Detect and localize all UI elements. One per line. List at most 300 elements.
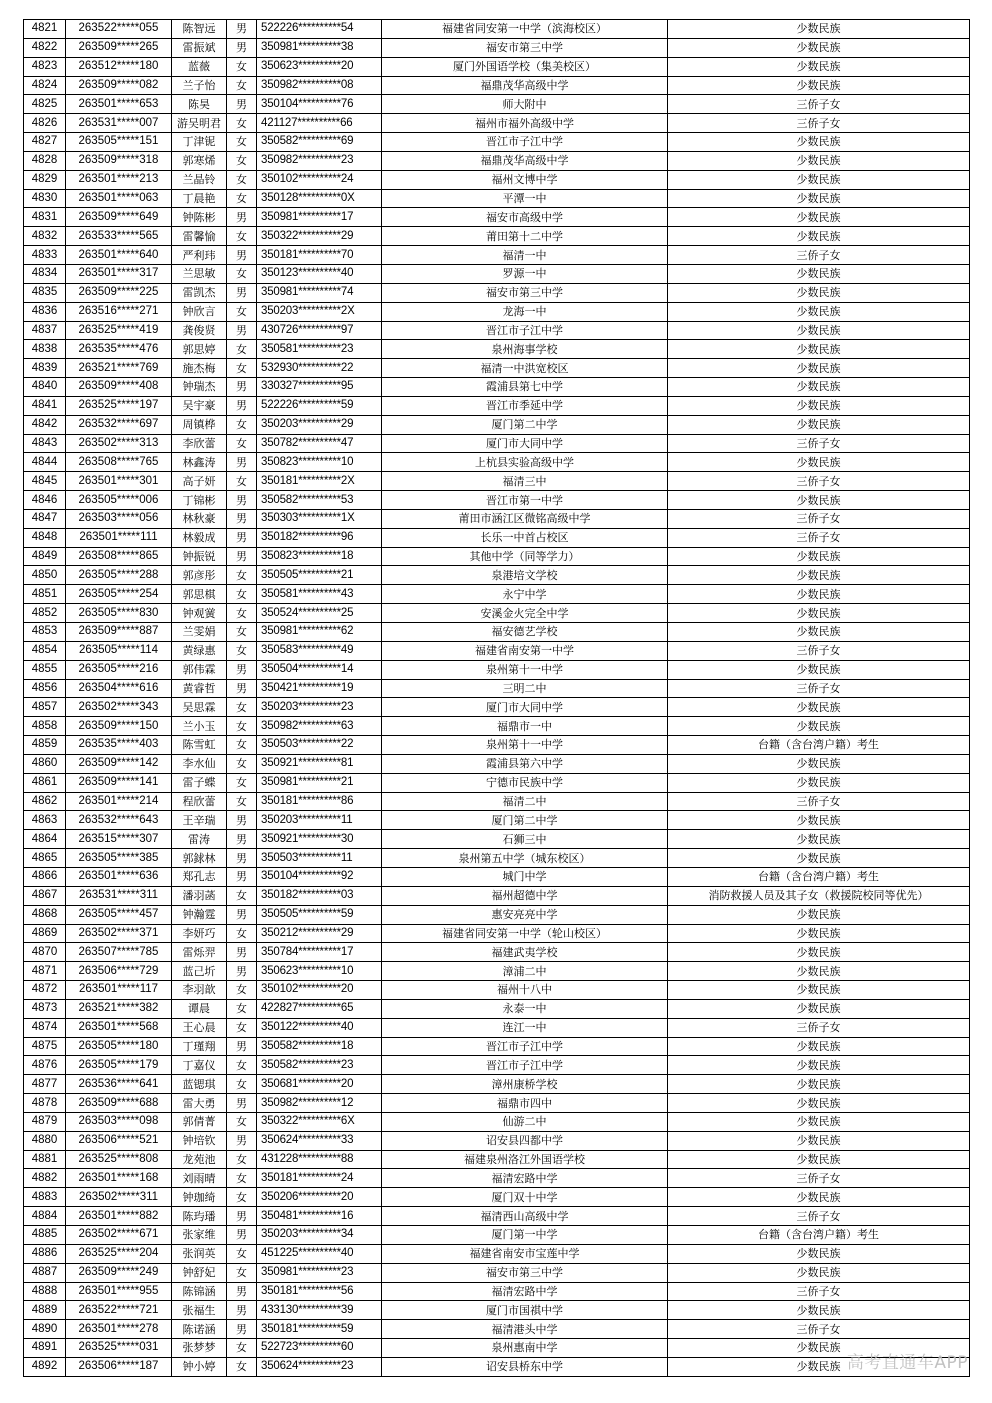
exam-number-cell: 263525*****419 (66, 321, 172, 340)
exam-number-cell: 263506*****187 (66, 1357, 172, 1376)
school-cell: 霞浦县第六中学 (382, 754, 668, 773)
school-cell: 晋江市子江中学 (382, 321, 668, 340)
id-number-cell: 350181**********70 (257, 246, 382, 265)
category-cell: 少数民族 (668, 604, 970, 623)
school-cell: 上杭县实验高级中学 (382, 453, 668, 472)
id-number-cell: 532930**********22 (257, 359, 382, 378)
name-cell: 谭晨 (172, 999, 227, 1018)
school-cell: 永宁中学 (382, 585, 668, 604)
id-number-cell: 350624**********33 (257, 1131, 382, 1150)
serial-number-cell: 4886 (24, 1244, 66, 1263)
id-number-cell: 350981**********62 (257, 623, 382, 642)
exam-number-cell: 263501*****168 (66, 1169, 172, 1188)
table-row (24, 509, 970, 528)
table-row (24, 396, 970, 415)
exam-number-cell: 263525*****197 (66, 396, 172, 415)
serial-number-cell: 4859 (24, 736, 66, 755)
table-row (24, 1263, 970, 1282)
exam-number-cell: 263505*****180 (66, 1037, 172, 1056)
table-row (24, 1169, 970, 1188)
exam-number-cell: 263532*****643 (66, 811, 172, 830)
school-cell: 晋江市子江中学 (382, 1037, 668, 1056)
gender-cell: 男 (227, 849, 257, 868)
name-cell: 郭思婷 (172, 340, 227, 359)
gender-cell: 男 (227, 509, 257, 528)
category-cell: 少数民族 (668, 849, 970, 868)
id-number-cell: 350823**********10 (257, 453, 382, 472)
name-cell: 陈雪虹 (172, 736, 227, 755)
gender-cell: 女 (227, 1112, 257, 1131)
gender-cell: 男 (227, 20, 257, 39)
gender-cell: 男 (227, 1131, 257, 1150)
serial-number-cell: 4866 (24, 867, 66, 886)
id-number-cell: 350784**********17 (257, 943, 382, 962)
exam-number-cell: 263509*****688 (66, 1094, 172, 1113)
school-cell: 福建省同安第一中学（轮山校区） (382, 924, 668, 943)
id-number-cell: 350582**********18 (257, 1037, 382, 1056)
id-number-cell: 350981**********74 (257, 283, 382, 302)
name-cell: 钟珈绮 (172, 1188, 227, 1207)
school-cell: 厦门市国祺中学 (382, 1301, 668, 1320)
table-row (24, 1339, 970, 1358)
id-number-cell: 350203**********11 (257, 811, 382, 830)
id-number-cell: 522226**********59 (257, 396, 382, 415)
table-row (24, 1075, 970, 1094)
serial-number-cell: 4852 (24, 604, 66, 623)
name-cell: 龚俊贤 (172, 321, 227, 340)
category-cell: 少数民族 (668, 698, 970, 717)
category-cell: 少数民族 (668, 189, 970, 208)
table-row (24, 754, 970, 773)
serial-number-cell: 4876 (24, 1056, 66, 1075)
name-cell: 雷烁羿 (172, 943, 227, 962)
table-row (24, 905, 970, 924)
serial-number-cell: 4824 (24, 76, 66, 95)
gender-cell: 女 (227, 415, 257, 434)
name-cell: 雷大勇 (172, 1094, 227, 1113)
id-number-cell: 330327**********95 (257, 378, 382, 397)
school-cell: 厦门市大同中学 (382, 434, 668, 453)
serial-number-cell: 4851 (24, 585, 66, 604)
exam-number-cell: 263521*****382 (66, 999, 172, 1018)
table-row (24, 264, 970, 283)
table-row (24, 321, 970, 340)
gender-cell: 女 (227, 1056, 257, 1075)
school-cell: 漳州康桥学校 (382, 1075, 668, 1094)
school-cell: 长乐一中首占校区 (382, 528, 668, 547)
id-number-cell: 350503**********11 (257, 849, 382, 868)
gender-cell: 男 (227, 1094, 257, 1113)
gender-cell: 女 (227, 1169, 257, 1188)
table-row (24, 1018, 970, 1037)
category-cell: 少数民族 (668, 660, 970, 679)
category-cell: 三侨子女 (668, 1169, 970, 1188)
category-cell: 三侨子女 (668, 472, 970, 491)
gender-cell: 女 (227, 924, 257, 943)
name-cell: 林秋豪 (172, 509, 227, 528)
id-number-cell: 350623**********20 (257, 57, 382, 76)
exam-number-cell: 263501*****214 (66, 792, 172, 811)
gender-cell: 女 (227, 641, 257, 660)
table-row (24, 830, 970, 849)
table-row (24, 20, 970, 39)
table-row (24, 943, 970, 962)
gender-cell: 女 (227, 1075, 257, 1094)
serial-number-cell: 4847 (24, 509, 66, 528)
name-cell: 刘雨晴 (172, 1169, 227, 1188)
serial-number-cell: 4844 (24, 453, 66, 472)
category-cell: 少数民族 (668, 453, 970, 472)
school-cell: 晋江市子江中学 (382, 1056, 668, 1075)
serial-number-cell: 4871 (24, 962, 66, 981)
exam-number-cell: 263505*****288 (66, 566, 172, 585)
serial-number-cell: 4883 (24, 1188, 66, 1207)
id-number-cell: 350181**********86 (257, 792, 382, 811)
exam-number-cell: 263516*****271 (66, 302, 172, 321)
table-row (24, 1188, 970, 1207)
gender-cell: 男 (227, 1037, 257, 1056)
gender-cell: 男 (227, 867, 257, 886)
table-row (24, 962, 970, 981)
gender-cell: 女 (227, 434, 257, 453)
name-cell: 郭彦彤 (172, 566, 227, 585)
name-cell: 严利玮 (172, 246, 227, 265)
gender-cell: 女 (227, 472, 257, 491)
serial-number-cell: 4857 (24, 698, 66, 717)
school-cell: 石狮三中 (382, 830, 668, 849)
exam-number-cell: 263509*****225 (66, 283, 172, 302)
id-number-cell: 350203**********29 (257, 415, 382, 434)
exam-number-cell: 263522*****055 (66, 20, 172, 39)
name-cell: 郭寒烯 (172, 151, 227, 170)
exam-number-cell: 263533*****565 (66, 227, 172, 246)
id-number-cell: 350981**********21 (257, 773, 382, 792)
id-number-cell: 350203**********23 (257, 698, 382, 717)
serial-number-cell: 4892 (24, 1357, 66, 1376)
table-row (24, 133, 970, 152)
exam-number-cell: 263509*****249 (66, 1263, 172, 1282)
id-number-cell: 350623**********10 (257, 962, 382, 981)
name-cell: 陈智远 (172, 20, 227, 39)
id-number-cell: 350982**********08 (257, 76, 382, 95)
exam-number-cell: 263509*****649 (66, 208, 172, 227)
name-cell: 高子妍 (172, 472, 227, 491)
name-cell: 郭銶林 (172, 849, 227, 868)
category-cell: 三侨子女 (668, 679, 970, 698)
table-row (24, 867, 970, 886)
id-number-cell: 350505**********21 (257, 566, 382, 585)
serial-number-cell: 4888 (24, 1282, 66, 1301)
table-row (24, 999, 970, 1018)
table-row (24, 547, 970, 566)
school-cell: 福安市高级中学 (382, 208, 668, 227)
serial-number-cell: 4831 (24, 208, 66, 227)
category-cell: 台籍（含台湾户籍）考生 (668, 736, 970, 755)
id-number-cell: 451225**********40 (257, 1244, 382, 1263)
category-cell: 三侨子女 (668, 792, 970, 811)
category-cell: 少数民族 (668, 1075, 970, 1094)
table-row (24, 1037, 970, 1056)
category-cell: 少数民族 (668, 76, 970, 95)
exam-number-cell: 263508*****765 (66, 453, 172, 472)
id-number-cell: 350624**********23 (257, 1357, 382, 1376)
name-cell: 钟瑞杰 (172, 378, 227, 397)
table-row (24, 1056, 970, 1075)
table-row (24, 359, 970, 378)
table-row (24, 95, 970, 114)
id-number-cell: 350104**********76 (257, 95, 382, 114)
category-cell: 少数民族 (668, 321, 970, 340)
table-row (24, 604, 970, 623)
exam-number-cell: 263506*****521 (66, 1131, 172, 1150)
category-cell: 三侨子女 (668, 528, 970, 547)
exam-number-cell: 263525*****031 (66, 1339, 172, 1358)
name-cell: 施杰梅 (172, 359, 227, 378)
gender-cell: 男 (227, 396, 257, 415)
id-number-cell: 350582**********69 (257, 133, 382, 152)
id-number-cell: 522226**********54 (257, 20, 382, 39)
exam-number-cell: 263501*****568 (66, 1018, 172, 1037)
category-cell: 少数民族 (668, 1357, 970, 1376)
name-cell: 雷涛 (172, 830, 227, 849)
table-row (24, 585, 970, 604)
school-cell: 诏安县四都中学 (382, 1131, 668, 1150)
table-row (24, 340, 970, 359)
name-cell: 丁嘉仪 (172, 1056, 227, 1075)
table-row (24, 924, 970, 943)
exam-number-cell: 263536*****641 (66, 1075, 172, 1094)
id-number-cell: 350182**********03 (257, 886, 382, 905)
exam-number-cell: 263535*****403 (66, 736, 172, 755)
name-cell: 李水仙 (172, 754, 227, 773)
school-cell: 福安市第三中学 (382, 1263, 668, 1282)
exam-number-cell: 263509*****887 (66, 623, 172, 642)
exam-number-cell: 263505*****006 (66, 491, 172, 510)
school-cell: 福建省南安第一中学 (382, 641, 668, 660)
name-cell: 龙苑池 (172, 1150, 227, 1169)
school-cell: 福安市第三中学 (382, 38, 668, 57)
category-cell: 少数民族 (668, 754, 970, 773)
name-cell: 雷振斌 (172, 38, 227, 57)
gender-cell: 男 (227, 905, 257, 924)
category-cell: 少数民族 (668, 491, 970, 510)
school-cell: 连江一中 (382, 1018, 668, 1037)
serial-number-cell: 4868 (24, 905, 66, 924)
id-number-cell: 350481**********16 (257, 1207, 382, 1226)
gender-cell: 女 (227, 1357, 257, 1376)
gender-cell: 女 (227, 623, 257, 642)
exam-number-cell: 263505*****179 (66, 1056, 172, 1075)
id-number-cell: 350102**********24 (257, 170, 382, 189)
serial-number-cell: 4827 (24, 133, 66, 152)
name-cell: 蓝薇 (172, 57, 227, 76)
exam-number-cell: 263509*****265 (66, 38, 172, 57)
school-cell: 其他中学（同等学力） (382, 547, 668, 566)
school-cell: 泉州第十一中学 (382, 736, 668, 755)
gender-cell: 女 (227, 340, 257, 359)
exam-number-cell: 263501*****636 (66, 867, 172, 886)
category-cell: 少数民族 (668, 415, 970, 434)
exam-number-cell: 263502*****313 (66, 434, 172, 453)
school-cell: 福清宏路中学 (382, 1282, 668, 1301)
id-number-cell: 350181**********24 (257, 1169, 382, 1188)
id-number-cell: 422827**********65 (257, 999, 382, 1018)
gender-cell: 女 (227, 773, 257, 792)
school-cell: 晋江市子江中学 (382, 133, 668, 152)
gender-cell: 男 (227, 830, 257, 849)
name-cell: 李欣蕾 (172, 434, 227, 453)
table-row (24, 623, 970, 642)
gender-cell: 男 (227, 38, 257, 57)
exam-number-cell: 263509*****082 (66, 76, 172, 95)
id-number-cell: 350981**********23 (257, 1263, 382, 1282)
exam-number-cell: 263505*****457 (66, 905, 172, 924)
name-cell: 郭倩菁 (172, 1112, 227, 1131)
table-row (24, 736, 970, 755)
id-number-cell: 350504**********14 (257, 660, 382, 679)
exam-number-cell: 263501*****111 (66, 528, 172, 547)
table-row (24, 76, 970, 95)
exam-number-cell: 263503*****098 (66, 1112, 172, 1131)
exam-number-cell: 263509*****150 (66, 717, 172, 736)
id-number-cell: 350921**********81 (257, 754, 382, 773)
table-row (24, 415, 970, 434)
exam-number-cell: 263501*****278 (66, 1320, 172, 1339)
category-cell: 少数民族 (668, 566, 970, 585)
table-row (24, 886, 970, 905)
gender-cell: 女 (227, 1018, 257, 1037)
exam-number-cell: 263501*****213 (66, 170, 172, 189)
table-row (24, 1320, 970, 1339)
school-cell: 安溪金火完全中学 (382, 604, 668, 623)
school-cell: 永泰一中 (382, 999, 668, 1018)
gender-cell: 女 (227, 792, 257, 811)
exam-number-cell: 263521*****769 (66, 359, 172, 378)
school-cell: 福建省南安市宝莲中学 (382, 1244, 668, 1263)
category-cell: 少数民族 (668, 1056, 970, 1075)
id-number-cell: 350583**********49 (257, 641, 382, 660)
name-cell: 雷凯杰 (172, 283, 227, 302)
category-cell: 少数民族 (668, 1244, 970, 1263)
gender-cell: 男 (227, 1282, 257, 1301)
table-row (24, 1357, 970, 1376)
id-number-cell: 350503**********22 (257, 736, 382, 755)
name-cell: 兰晶铃 (172, 170, 227, 189)
serial-number-cell: 4858 (24, 717, 66, 736)
serial-number-cell: 4841 (24, 396, 66, 415)
gender-cell: 男 (227, 1301, 257, 1320)
category-cell: 三侨子女 (668, 641, 970, 660)
serial-number-cell: 4821 (24, 20, 66, 39)
school-cell: 福清一中洪宽校区 (382, 359, 668, 378)
school-cell: 泉州第五中学（城东校区） (382, 849, 668, 868)
serial-number-cell: 4838 (24, 340, 66, 359)
exam-number-cell: 263532*****697 (66, 415, 172, 434)
gender-cell: 男 (227, 962, 257, 981)
table-row (24, 189, 970, 208)
exam-number-cell: 263504*****616 (66, 679, 172, 698)
category-cell: 少数民族 (668, 1263, 970, 1282)
name-cell: 黄绿惠 (172, 641, 227, 660)
name-cell: 蓝锶琪 (172, 1075, 227, 1094)
id-number-cell: 433130**********39 (257, 1301, 382, 1320)
serial-number-cell: 4830 (24, 189, 66, 208)
serial-number-cell: 4836 (24, 302, 66, 321)
gender-cell: 女 (227, 264, 257, 283)
id-number-cell: 350582**********23 (257, 1056, 382, 1075)
id-number-cell: 350782**********47 (257, 434, 382, 453)
name-cell: 李羽歆 (172, 981, 227, 1000)
category-cell: 少数民族 (668, 1037, 970, 1056)
id-number-cell: 350303**********1X (257, 509, 382, 528)
category-cell: 少数民族 (668, 283, 970, 302)
school-cell: 厦门市大同中学 (382, 698, 668, 717)
gender-cell: 女 (227, 736, 257, 755)
table-row (24, 491, 970, 510)
category-cell: 三侨子女 (668, 246, 970, 265)
category-cell: 少数民族 (668, 999, 970, 1018)
table-row (24, 57, 970, 76)
school-cell: 福清一中 (382, 246, 668, 265)
school-cell: 福清宏路中学 (382, 1169, 668, 1188)
name-cell: 林毅成 (172, 528, 227, 547)
exam-number-cell: 263501*****063 (66, 189, 172, 208)
name-cell: 陈昊 (172, 95, 227, 114)
category-cell: 少数民族 (668, 924, 970, 943)
school-cell: 泉州第十一中学 (382, 660, 668, 679)
name-cell: 王辛瑞 (172, 811, 227, 830)
table-row (24, 717, 970, 736)
serial-number-cell: 4826 (24, 114, 66, 133)
table-row (24, 773, 970, 792)
table-row (24, 811, 970, 830)
serial-number-cell: 4880 (24, 1131, 66, 1150)
id-number-cell: 350982**********12 (257, 1094, 382, 1113)
exam-number-cell: 263509*****141 (66, 773, 172, 792)
table-row (24, 170, 970, 189)
category-cell: 三侨子女 (668, 1320, 970, 1339)
exam-number-cell: 263525*****808 (66, 1150, 172, 1169)
name-cell: 丁锦彬 (172, 491, 227, 510)
name-cell: 雷馨愉 (172, 227, 227, 246)
exam-number-cell: 263515*****307 (66, 830, 172, 849)
category-cell: 少数民族 (668, 396, 970, 415)
table-row (24, 114, 970, 133)
name-cell: 兰雯娟 (172, 623, 227, 642)
name-cell: 李妍巧 (172, 924, 227, 943)
serial-number-cell: 4835 (24, 283, 66, 302)
gender-cell: 男 (227, 95, 257, 114)
serial-number-cell: 4865 (24, 849, 66, 868)
school-cell: 晋江市季延中学 (382, 396, 668, 415)
exam-number-cell: 263501*****301 (66, 472, 172, 491)
name-cell: 游吴明君 (172, 114, 227, 133)
exam-number-cell: 263505*****114 (66, 641, 172, 660)
category-cell: 少数民族 (668, 378, 970, 397)
serial-number-cell: 4875 (24, 1037, 66, 1056)
category-cell: 少数民族 (668, 340, 970, 359)
gender-cell: 男 (227, 1226, 257, 1245)
name-cell: 林鑫涛 (172, 453, 227, 472)
id-number-cell: 350582**********53 (257, 491, 382, 510)
name-cell: 周镇桦 (172, 415, 227, 434)
category-cell: 少数民族 (668, 359, 970, 378)
table-row (24, 792, 970, 811)
table-row (24, 472, 970, 491)
exam-number-cell: 263535*****476 (66, 340, 172, 359)
serial-number-cell: 4822 (24, 38, 66, 57)
category-cell: 台籍（含台湾户籍）考生 (668, 1226, 970, 1245)
